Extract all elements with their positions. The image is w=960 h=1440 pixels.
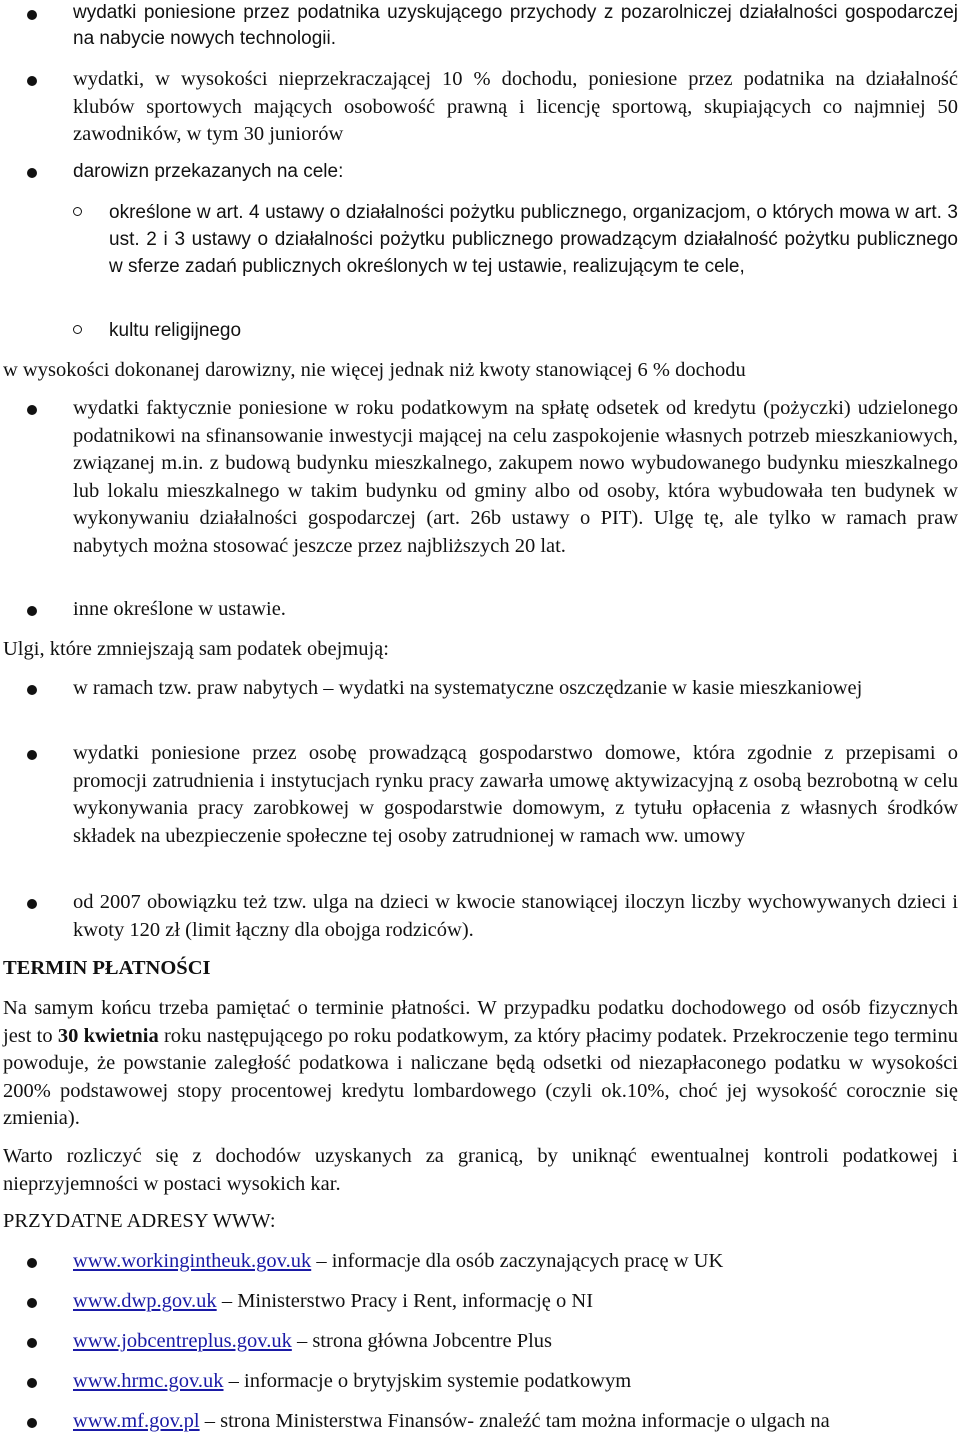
link-item [73,1368,958,1396]
paragraph-text: roku następującego po roku podatkowym, za który płacimy podatek. Przekroczenie tego terminu powoduje, że powstanie zaległość podatkowa i naliczane będą odsetki od niezapłaconego podatku w wysokości 200% podstawowej stopy procentowej kredytu lombardowego (czyli ok.10%, choć jej wysokość corocznie się zmienia). [3,1024,958,1129]
bullet-icon [27,76,37,86]
link-description: – Ministerstwo Pracy i Rent, informację o NI [216,1290,594,1312]
link-dwp[interactable]: www.dwp.gov.uk [73,1290,217,1312]
link-item [73,1248,958,1276]
paragraph: PRZYDATNE ADRESY WWW: [3,1210,276,1232]
paragraph-text: Na samym końcu trzeba pamiętać o terminie płatności. W przypadku podatku dochodowego od osób fizycznych jest to [3,997,958,1047]
link-description: – informacje o brytyjskim systemie podatkowym [223,1370,632,1392]
bullet-icon [27,1418,37,1428]
section-heading: TERMIN PŁATNOŚCI [3,957,211,979]
bullet-icon [27,1338,37,1348]
list-item: wydatki faktycznie poniesione w roku podatkowym na spłatę odsetek od kredytu (pożyczki) udzielonego podatnikowi na sfinansowanie inwestycji mającej na celu zaspokojenie własnych potrzeb mieszkaniowych, związanej m.in. z budową budynku mieszkalnego, zakupem nowo wybudowanego budynku mieszkalnego lub lokalu mieszkalnego w takim budynku od gminy albo od osoby, która wybudowała ten budynek w wykonywaniu działalności gospodarczej (art. 26b ustawy o PIT). Ulgę tę, ale tylko w ramach praw nabytych można stosować jeszcze przez najbliższych 20 lat. [73,397,958,557]
paragraph: Ulgi, które zmniejszają sam podatek obejmują: [3,638,389,660]
deadline-date: 30 kwietnia [57,1024,159,1047]
bullet-icon [27,1378,37,1388]
bullet-icon [27,685,37,695]
link-workingintheuk[interactable]: www.workingintheuk.gov.uk [73,1250,312,1272]
sub-list-item: kultu religijnego [109,320,242,341]
bullet-icon [27,1258,37,1268]
bullet-icon [27,405,37,415]
link-description: – strona Ministerstwa Finansów- znaleźć tam można informacje o ulgach na [199,1410,830,1432]
link-item [73,1328,958,1356]
link-hrmc[interactable]: www.hrmc.gov.uk [73,1370,224,1392]
sub-list-item: określone w art. 4 ustawy o działalności pożytku publicznego, organizacjom, o których mowa w art. 3 ust. 2 i 3 ustawy o działalności pożytku publicznego prowadzącym działalność pożytku publicznego w sferze zadań publicznych określonych w tej ustawie, realizującym te cele, [109,202,958,277]
link-item [73,1288,958,1316]
link-jobcentreplus[interactable]: www.jobcentreplus.gov.uk [73,1330,292,1352]
paragraph: Warto rozliczyć się z dochodów uzyskanych za granicą, by uniknąć ewentualnej kontroli podatkowej i nieprzyjemności w postaci wysokich kar. [3,1145,958,1195]
list-item: inne określone w ustawie. [73,598,286,620]
list-item: w ramach tzw. praw nabytych – wydatki na systematyczne oszczędzanie w kasie mieszkaniowej [73,677,863,699]
link-description: – informacje dla osób zaczynających pracę w UK [311,1250,724,1272]
bullet-icon [27,168,37,178]
bullet-icon [27,606,37,616]
paragraph: w wysokości dokonanej darowizny, nie więcej jednak niż kwoty stanowiącej 6 % dochodu [3,359,746,381]
list-item: wydatki poniesione przez podatnika uzyskującego przychody z pozarolniczej działalności gospodarczej na nabycie nowych technologii. [73,2,958,49]
list-item: darowizn przekazanych na cele: [73,161,344,182]
list-item: wydatki poniesione przez osobę prowadzącą gospodarstwo domowe, która zgodnie z przepisami o promocji zatrudnienia i instytucjach rynku pracy zawarła umowę aktywizacyjną z osobą bezrobotną w celu wykonywania pracy zarobkowej w gospodarstwie domowym, z tytułu opłacenia z własnych środków składek na ubezpieczenie społeczne tej osoby zatrudnionej w ramach ww. umowy [73,742,958,847]
bullet-icon [27,10,37,20]
link-mf[interactable]: www.mf.gov.pl [73,1410,200,1432]
link-item [73,1408,958,1436]
paragraph [3,995,958,1133]
list-item: od 2007 obowiązku też tzw. ulga na dzieci w kwocie stanowiącej iloczyn liczby wychowywanych dzieci i kwoty 120 zł (limit łączny dla obojga rodziców). [73,891,958,941]
list-item: wydatki, w wysokości nieprzekraczającej 10 % dochodu, poniesione przez podatnika na działalność klubów sportowych mających osobowość prawną i licencję sportową, skupiających co najmniej 50 zawodników, w tym 30 juniorów [73,68,958,145]
bullet-icon [27,750,37,760]
circle-bullet-icon [73,207,82,216]
bullet-icon [27,1298,37,1308]
link-description: – strona główna Jobcentre Plus [291,1330,553,1352]
bullet-icon [27,899,37,909]
circle-bullet-icon [73,325,82,334]
